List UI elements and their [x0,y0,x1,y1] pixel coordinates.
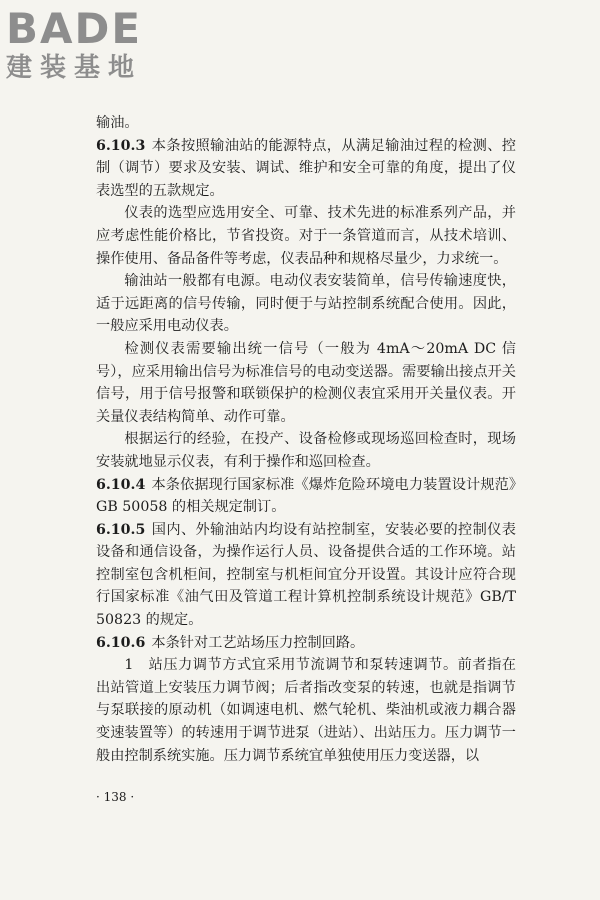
clause-text: 本条按照输油站的能源特点，从满足输油过程的检测、控制（调节）要求及安装、调试、维护和安全可靠的角度，提出了仪表选型的五款规定。 [96,137,516,199]
paragraph-item-1 [96,654,516,767]
logo-subtitle: 建装基地 [6,53,143,83]
paragraph [96,202,516,270]
paragraph [96,338,516,428]
paragraph [96,270,516,338]
clause-number: 6.10.6 [96,634,146,651]
clause-number: 6.10.5 [96,521,146,538]
clause-text: 国内、外输油站内均设有站控制室，安装必要的控制仪表设备和通信设备，为操作运行人员、设备提供合适的工作环境。站控制室包含机柜间，控制室与机柜间宜分开设置。其设计应符合现行国家标准《油气田及管道工程计算机控制系统设计规范》GB/T 50823 的规定。 [96,521,516,629]
clause-number: 6.10.4 [96,476,146,493]
paragraph-text: 根据运行的经验，在投产、设备检修或现场巡回检查时，现场安装就地显示仪表，有利于操作和巡回检查。 [96,431,516,470]
logo-wordmark: BADE [6,4,143,53]
paragraph-text: 检测仪表需要输出统一信号（一般为 4mA～20mA DC 信号），应采用输出信号为标准信号的电动变送器。需要输出接点开关信号，用于信号报警和联锁保护的检测仪表宜采用开关量仪表。开关量仪表结构简单、动作可靠。 [96,340,516,425]
clause-6-10-3 [96,135,516,203]
clause-6-10-4 [96,474,516,519]
paragraph [96,428,516,473]
clause-6-10-6 [96,632,516,655]
clause-number: 6.10.3 [96,137,146,154]
clause-text: 本条针对工艺站场压力控制回路。 [151,634,365,651]
paragraph-text: 仪表的选型应选用安全、可靠、技术先进的标准系列产品，并应考虑性能价格比，节省投资。对于一条管道而言，从技术培训、操作使用、备品备件等考虑，仪表品种和规格尽量少，力求统一。 [96,205,516,267]
paragraph-text: 输油站一般都有电源。电动仪表安装简单，信号传输速度快，适于远距离的信号传输，同时便于与站控制系统配合使用。因此，一般应采用电动仪表。 [96,273,516,335]
logo [6,6,142,84]
page-number: · 138 · [96,790,135,804]
paragraph-text: 输油。 [96,115,139,131]
paragraph-text: 1 站压力调节方式宜采用节流调节和泵转速调节。前者指在出站管道上安装压力调节阀；后者指改变泵的转速，也就是指调节与泵联接的原动机（如调速电机、燃气轮机、柴油机或液力耦合器变速装置等）的转速用于调节进泵（进站）、出站压力。压力调节一般由控制系统实施。压力调节系统宜单独使用压力变送器，以 [96,657,516,764]
clause-6-10-5 [96,519,516,632]
clause-text: 本条依据现行国家标准《爆炸危险环境电力装置设计规范》GB 50058 的相关规定制订。 [96,476,516,516]
page-body [96,112,516,767]
paragraph-continuation [96,112,516,135]
